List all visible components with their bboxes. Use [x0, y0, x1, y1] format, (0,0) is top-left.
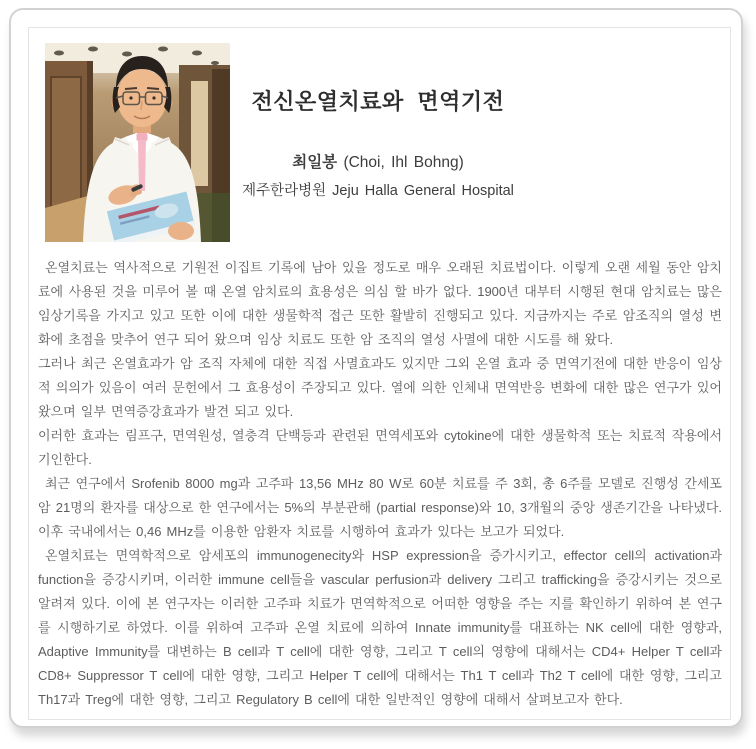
- body-paragraph: 이러한 효과는 림프구, 면역원성, 열충격 단백등과 관련된 면역세포와 cytokine에 대한 생물학적 또는 치료적 작용에서 기인한다.: [38, 428, 722, 467]
- body-paragraph: 그러나 최근 온열효과가 암 조직 자체에 대한 직접 사멸효과도 있지만 그외 온열 효과 중 면역기전에 대한 반응이 임상적 의의가 있음이 여러 문헌에서 그 효용성이 주장되고 있다. 열에 의한 인체내 면역반응 변화에 대한 많은 연구가 있어왔으며 일부 면역증강효과가 발견 되고 있다.: [38, 356, 722, 419]
- body-paragraph: 온열치료는 역사적으로 기원전 이집트 기록에 남아 있을 정도로 매우 오래된 치료법이다. 이렇게 오랜 세월 동안 암치료에 사용된 것을 미루어 볼 때 온열 암치료의 효용성은 의심 할 바가 없다. 1900년 대부터 시행된 현대 암치료는 많은 임상기록을 가지고 있고 또한 이에 대한 생물학적 접근 또한 활발히 진행되고 있다. 지금까지는 주로 암조직의 열성 변화에 초점을 맞추어 연구 되어 왔으며 임상 치료도 또한 암 조직의 열성 사멸에 대한 시도를 해 왔다.: [38, 260, 722, 347]
- page-title: 전신온열치료와 면역기전: [251, 89, 505, 114]
- portrait-photo-image: [45, 43, 230, 242]
- body-paragraph: 최근 연구에서 Srofenib 8000 mg과 고주파 13,56 MHz 80 W로 60분 치료를 주 3회, 총 6주를 모델로 진행성 간세포암 21명의 환자를 대상으로 한 연구에서는 5%의 부분관해 (partial response)와 10, 3개월의 중앙 생존기간을 나타냈다. 이후 국내에서는 0,46 MHz를 이용한 암환자 치료를 시행하여 효과가 있다는 보고가 되었다.: [38, 476, 722, 539]
- author-name-english: (Choi, Ihl Bohng): [343, 154, 464, 171]
- author-portrait-photo: [45, 43, 230, 242]
- author-name-korean: 최일봉: [292, 154, 338, 171]
- abstract-body: [38, 256, 722, 712]
- affiliation-line: 제주한라병원 Jeju Halla General Hospital: [242, 183, 514, 199]
- author-line: [0, 150, 756, 172]
- body-paragraph: 온열치료는 면역학적으로 암세포의 immunogenecity와 HSP expression을 증가시키고, effector cell의 activation과 function을 증강시키며, 이러한 immune cell들을 vascular perfusion과 delivery 그리고 trafficking을 증강시키는 것으로 알려져 있다. 이에 본 연구자는 이러한 고주파 치료가 면역학적으로 어떠한 영향을 주는 지를 확인하기 위하여 본 연구를 시행하기로 하였다. 이를 위하여 고주파 온열 치료에 의하여 Innate immunity를 대표하는 NK cell에 대한 영향과, Adaptive Immunity를 대변하는 B cell과 T cell에 대한 영향, 그리고 T cell의 영향에 대해서는 CD4+ Helper T cell과 CD8+ Suppressor T cell에 대한 영향, 그리고 Helper T cell에 대해서는 Th1 T cell과 Th2 T cell에 대한 영향, 그리고 Th17과 Treg에 대한 영향, 그리고 Regulatory B cell에 대한 일반적인 영향에 대해서 살펴보고자 한다.: [38, 548, 722, 707]
